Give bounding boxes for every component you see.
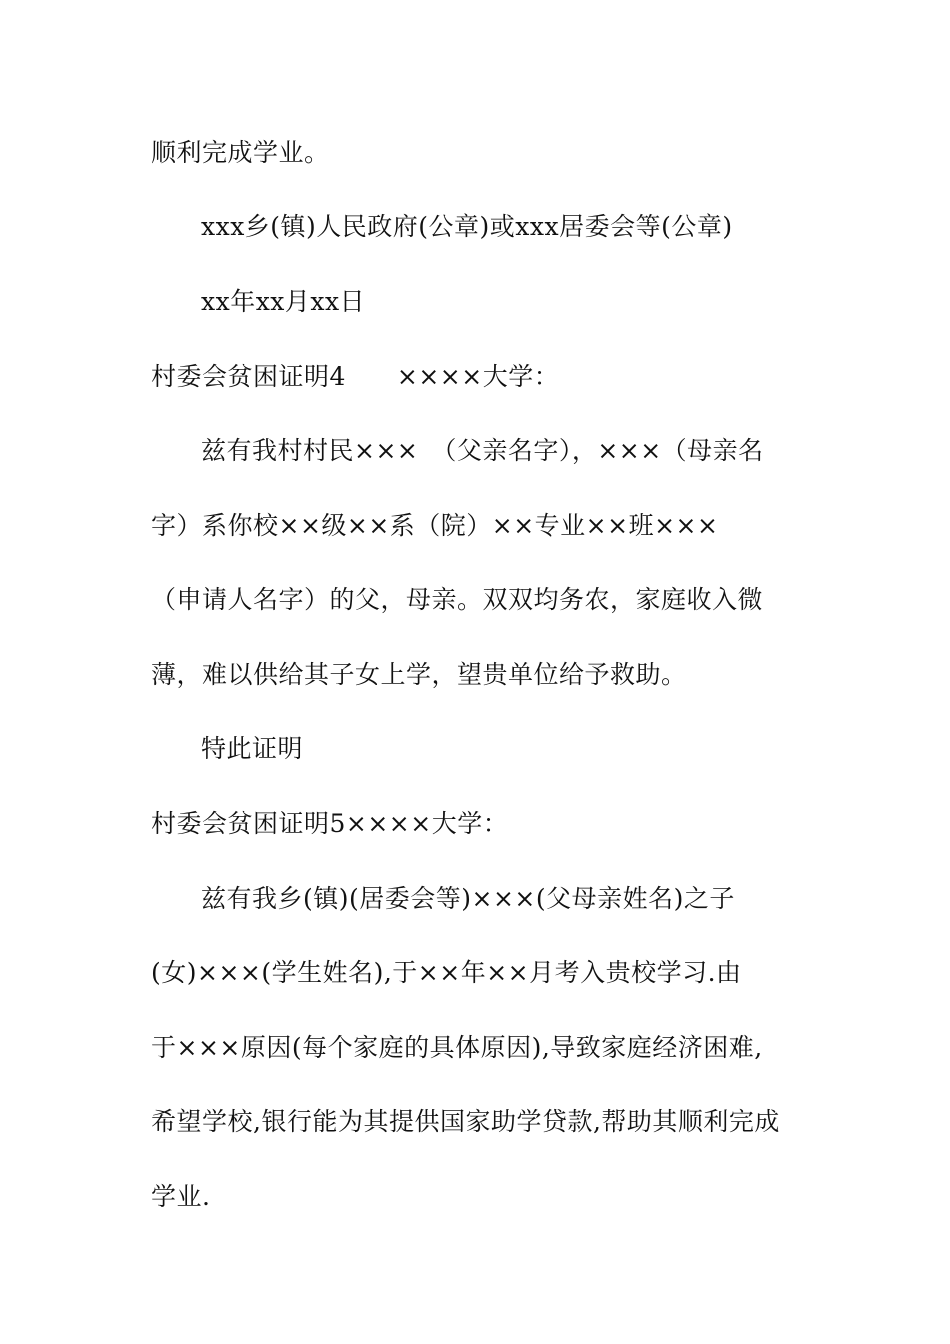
text-line: （申请人名字）的父，母亲。双双均务农，家庭收入微 [151, 585, 764, 614]
text-line: 希望学校,银行能为其提供国家助学贷款,帮助其顺利完成 [151, 1107, 780, 1136]
text-line: (女)×××(学生姓名),于××年××月考入贵校学习.由 [151, 958, 742, 987]
text-line: xxx乡(镇)人民政府(公章)或xxx居委会等(公章) [201, 212, 733, 241]
text-line: 字）系你校××级××系（院）××专业××班××× [151, 511, 719, 540]
text-line: 兹有我乡(镇)(居委会等)×××(父母亲姓名)之子 [201, 884, 735, 913]
text-line: 兹有我村村民××× （父亲名字），×××（母亲名 [201, 436, 764, 465]
section-heading: 村委会贫困证明5××××大学： [151, 809, 509, 838]
section-heading: 村委会贫困证明4 ××××大学： [151, 362, 560, 391]
text-line: 于×××原因(每个家庭的具体原因),导致家庭经济困难, [151, 1033, 763, 1062]
text-line: xx年xx月xx日 [201, 287, 366, 316]
text-line: 特此证明 [201, 734, 304, 763]
text-line: 薄，难以供给其子女上学，望贵单位给予救助。 [151, 660, 687, 689]
text-line: 学业. [151, 1182, 211, 1211]
text-line: 顺利完成学业。 [151, 138, 330, 167]
